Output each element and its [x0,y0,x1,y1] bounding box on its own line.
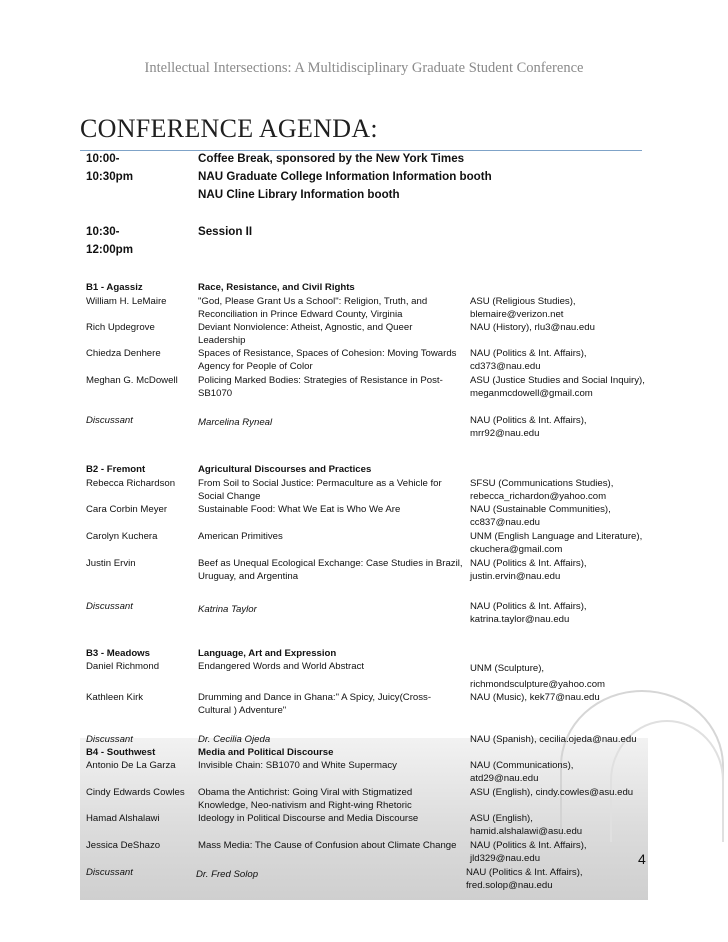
paper-title-line: SB1070 [198,388,233,399]
affiliation-line: katrina.taylor@nau.edu [470,614,570,625]
paper-title [198,557,466,583]
session-theme: Race, Resistance, and Civil Rights [198,282,355,293]
affiliation-line: NAU (Politics & Int. Affairs), [466,867,583,878]
affiliation [470,477,660,503]
affiliation [470,503,660,529]
discussant-label: Discussant [86,734,133,745]
affiliation-line: NAU (Politics & Int. Affairs), [470,601,587,612]
affiliation-line: NAU (Politics & Int. Affairs), [470,840,587,851]
affiliation [470,295,660,321]
discussant-label: Discussant [86,867,133,878]
presenter-name: Jessica DeShazo [86,840,161,851]
paper-title-line: Mass Media: The Cause of Confusion about Climate Change [198,840,457,851]
paper-title-line: "God, Please Grant Us a School": Religion, Truth, and [198,296,428,307]
affiliation-line: atd29@nau.edu [470,773,539,784]
paper-title-line: Endangered Words and World Abstract [198,661,365,672]
discussant-label: Discussant [86,415,133,426]
discussant-name: Dr. Cecilia Ojeda [198,734,271,745]
paper-title-line: Agency for People of Color [198,361,313,372]
paper-title-line: Deviant Nonviolence: Atheist, Agnostic, and Queer [198,322,413,333]
paper-title-line: Policing Marked Bodies: Strategies of Resistance in Post- [198,375,443,386]
affiliation-line: NAU (Sustainable Communities), [470,504,611,515]
presenter-name: Justin Ervin [86,558,136,569]
affiliation-line: ckuchera@gmail.com [470,544,563,555]
presenter-name: Chiedza Denhere [86,348,161,359]
affiliation [470,691,660,704]
affiliation [466,866,656,892]
affiliation-line: NAU (Communications), [470,760,574,771]
session-name: B2 - Fremont [86,464,146,475]
affiliation-line: hamid.alshalawi@asu.edu [470,826,583,837]
affiliation-line: UNM (English Language and Literature), [470,531,643,542]
discussant-name: Dr. Fred Solop [196,869,259,880]
affiliation [470,786,660,799]
affiliation [470,839,660,865]
presenter-name: William H. LeMaire [86,296,167,307]
paper-title-line: Beef as Unequal Ecological Exchange: Case Studies in Brazil, [198,558,463,569]
paper-title-line: Ideology in Political Discourse and Media Discourse [198,813,419,824]
affiliation-line: NAU (History), rlu3@nau.edu [470,322,595,333]
affiliation [470,662,660,691]
agenda-line: NAU Cline Library Information booth [198,188,400,201]
affiliation-line: UNM (Sculpture), [470,663,545,674]
paper-title-line: Drumming and Dance in Ghana:" A Spicy, Juicy(Cross- [198,692,432,703]
agenda-line: Coffee Break, sponsored by the New York Times [198,152,465,165]
affiliation [470,812,660,838]
affiliation-line: mrr92@nau.edu [470,428,540,439]
affiliation-line: rebecca_richardon@yahoo.com [470,491,607,502]
page-number: 4 [638,851,646,867]
session-name: B3 - Meadows [86,648,150,659]
affiliation [470,759,660,785]
paper-title-line: Social Change [198,491,261,502]
affiliation-line: jld329@nau.edu [470,853,541,864]
paper-title [198,786,466,812]
paper-title-line: American Primitives [198,531,283,542]
affiliation [470,347,660,373]
paper-title-line: Sustainable Food: What We Eat is Who We Are [198,504,401,515]
running-header: Intellectual Intersections: A Multidisciplinary Graduate Student Conference [144,60,584,76]
paper-title [198,503,466,516]
affiliation-line: blemaire@verizon.net [470,309,564,320]
session-name: B1 - Agassiz [86,282,143,293]
paper-title [198,321,466,347]
affiliation [470,414,660,440]
presenter-name: Carolyn Kuchera [86,531,158,542]
affiliation-line: richmondsculpture@yahoo.com [470,679,606,690]
paper-title [198,374,466,400]
affiliation [470,321,660,334]
affiliation-line: ASU (Religious Studies), [470,296,576,307]
affiliation-line: ASU (English), [470,813,533,824]
affiliation-line: NAU (Politics & Int. Affairs), [470,415,587,426]
affiliation-line: ASU (Justice Studies and Social Inquiry), [470,375,645,386]
paper-title-line: Spaces of Resistance, Spaces of Cohesion: Moving Towards [198,348,457,359]
paper-title [198,812,466,825]
affiliation-line: cc837@nau.edu [470,517,541,528]
time-slot: 10:00-10:30pm [86,152,134,183]
paper-title [198,839,466,852]
affiliation [470,374,660,400]
agenda-line: Session II [198,225,253,238]
paper-title-line: Leadership [198,335,246,346]
presenter-name: Cindy Edwards Cowles [86,787,185,798]
affiliation [470,733,660,746]
presenter-name: Daniel Richmond [86,661,160,672]
affiliation-line: NAU (Politics & Int. Affairs), [470,348,587,359]
presenter-name: Antonio De La Garza [86,760,176,771]
presenter-name: Rebecca Richardson [86,478,176,489]
agenda-line: NAU Graduate College Information Information booth [198,170,492,183]
paper-title-line: Knowledge, Neo-nativism and Right-wing Rhetoric [198,800,412,811]
session-theme: Agricultural Discourses and Practices [198,464,372,475]
paper-title-line: Cultural ) Adventure" [198,705,287,716]
session-theme: Language, Art and Expression [198,648,337,659]
paper-title [198,759,466,772]
affiliation-line: cd373@nau.edu [470,361,541,372]
session-name: B4 - Southwest [86,747,156,758]
agenda-title: CONFERENCE AGENDA: [80,114,378,143]
paper-title-line: Invisible Chain: SB1070 and White Supermacy [198,760,397,771]
affiliation-line: SFSU (Communications Studies), [470,478,614,489]
affiliation-line: NAU (Music), kek77@nau.edu [470,692,600,703]
paper-title [198,347,466,373]
paper-title [198,530,466,543]
affiliation [470,600,660,626]
presenter-name: Meghan G. McDowell [86,375,178,386]
paper-title [198,691,466,717]
affiliation-line: meganmcdowell@gmail.com [470,388,593,399]
affiliation-line: NAU (Politics & Int. Affairs), [470,558,587,569]
affiliation [470,530,660,556]
affiliation-line: NAU (Spanish), cecilia.ojeda@nau.edu [470,734,637,745]
paper-title-line: Obama the Antichrist: Going Viral with Stigmatized [198,787,413,798]
discussant-name: Katrina Taylor [198,604,257,615]
paper-title-line: Reconciliation in Prince Edward County, Virginia [198,309,403,320]
time-slot: 10:30-12:00pm [86,225,134,256]
affiliation [470,557,660,583]
paper-title-line: Uruguay, and Argentina [198,571,299,582]
paper-title-line: From Soil to Social Justice: Permaculture as a Vehicle for [198,478,442,489]
affiliation-line: justin.ervin@nau.edu [470,571,561,582]
paper-title [198,295,466,321]
discussant-label: Discussant [86,601,133,612]
affiliation-line: fred.solop@nau.edu [466,880,553,891]
presenter-name: Kathleen Kirk [86,692,144,703]
paper-title [198,660,466,673]
discussant-name: Marcelina Ryneal [198,417,273,428]
session-theme: Media and Political Discourse [198,747,334,758]
paper-title [198,477,466,503]
presenter-name: Cara Corbin Meyer [86,504,168,515]
presenter-name: Hamad Alshalawi [86,813,160,824]
presenter-name: Rich Updegrove [86,322,155,333]
affiliation-line: ASU (English), cindy.cowles@asu.edu [470,787,634,798]
